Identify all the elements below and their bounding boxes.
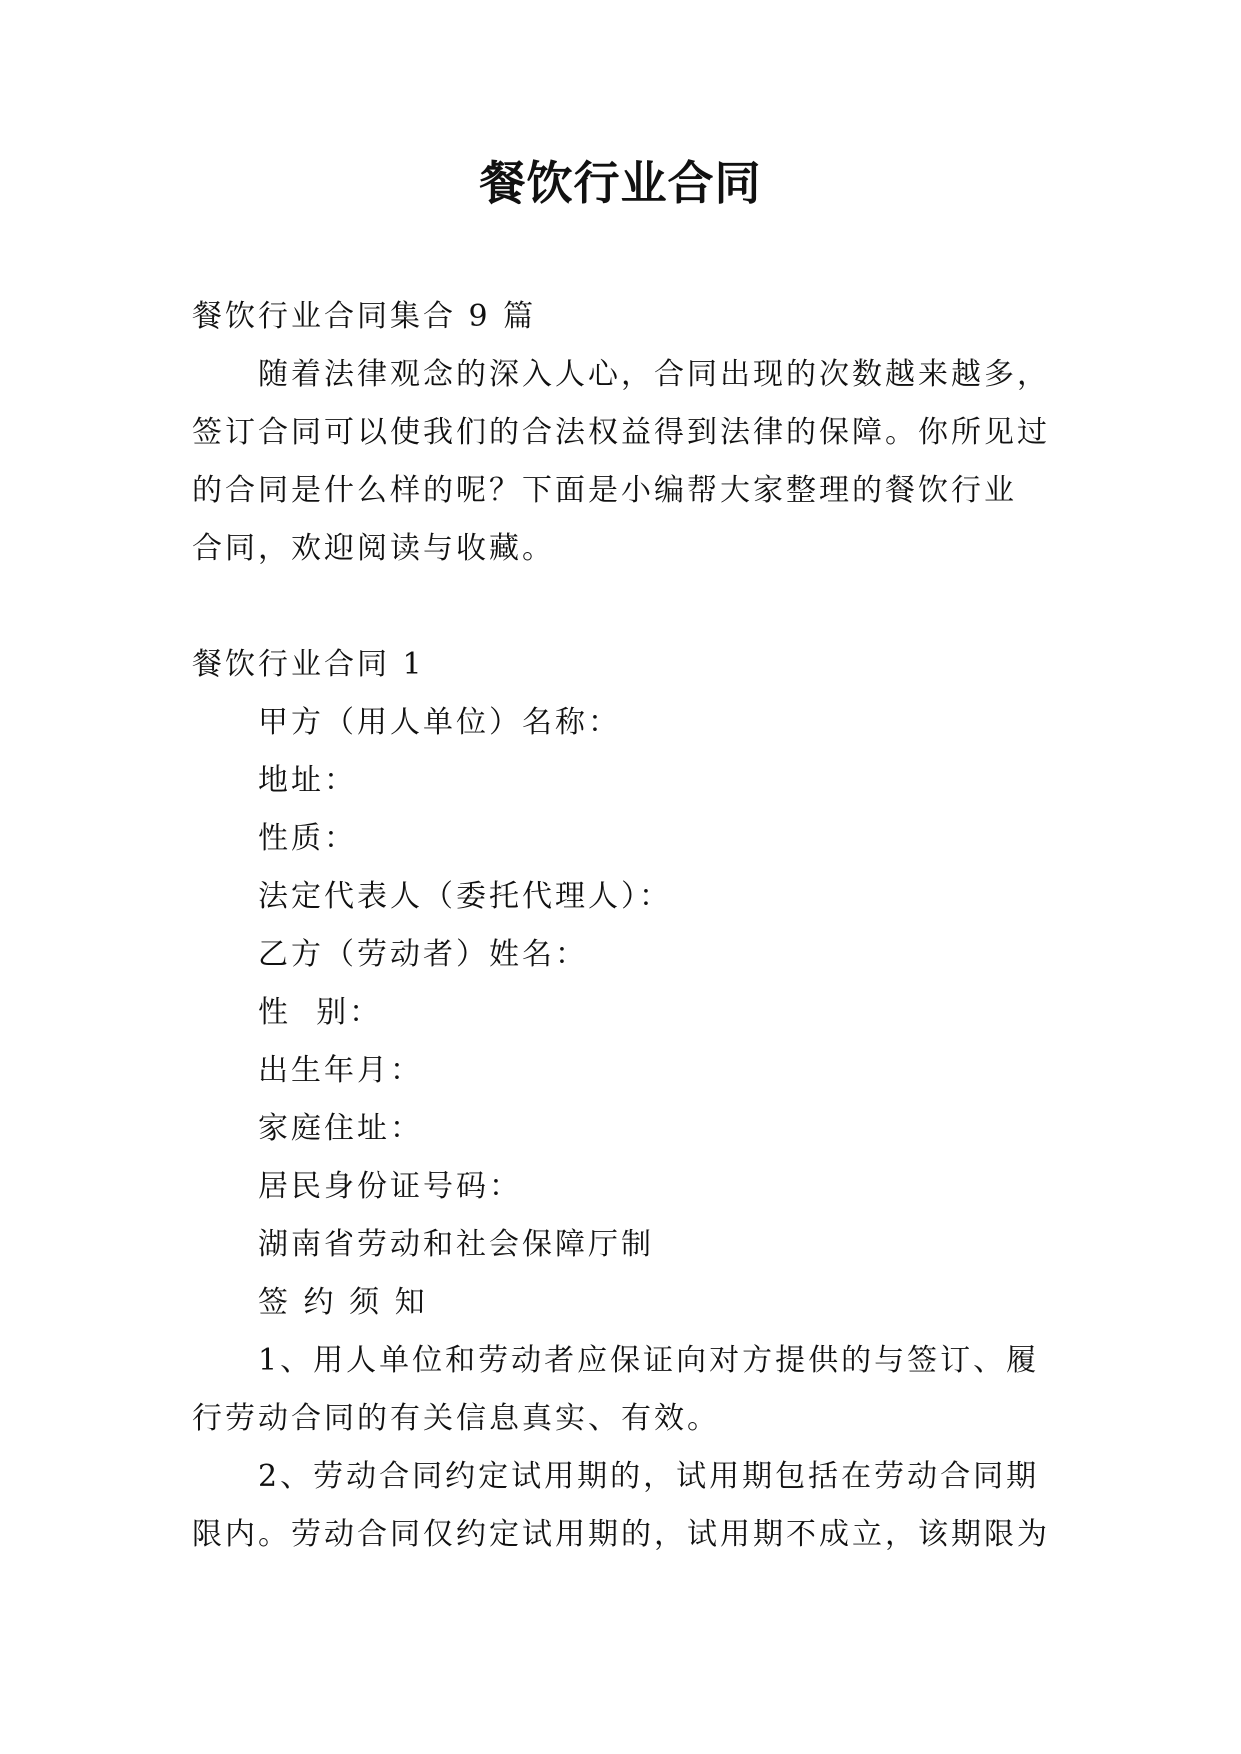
contract-heading: 餐饮行业合同 1 <box>192 647 425 682</box>
field-address: 地址： <box>258 763 357 798</box>
notice-item-1-cont: 行劳动合同的有关信息真实、有效。 <box>192 1401 720 1436</box>
notice-heading: 签 约 须 知 <box>258 1285 428 1320</box>
notice-item-2-cont: 限内。劳动合同仅约定试用期的，试用期不成立，该期限为 <box>192 1517 1050 1552</box>
paragraph-line: 随着法律观念的深入人心，合同出现的次数越来越多， <box>258 357 1050 392</box>
field-nature: 性质： <box>258 821 357 856</box>
paragraph-line: 的合同是什么样的呢？下面是小编帮大家整理的餐饮行业 <box>192 473 1017 508</box>
field-party-a-name: 甲方（用人单位）名称： <box>258 705 621 740</box>
field-gender: 性 别： <box>258 995 383 1030</box>
field-legal-representative: 法定代表人（委托代理人）： <box>258 879 672 914</box>
paragraph-line: 签订合同可以使我们的合法权益得到法律的保障。你所见过 <box>192 415 1050 450</box>
field-id-number: 居民身份证号码： <box>258 1169 522 1204</box>
issuer-line: 湖南省劳动和社会保障厅制 <box>258 1227 654 1262</box>
notice-item-2: 2、劳动合同约定试用期的，试用期包括在劳动合同期 <box>258 1459 1040 1494</box>
intro-block <box>192 288 1052 578</box>
contract-block <box>192 636 1052 1564</box>
field-party-b-name: 乙方（劳动者）姓名： <box>258 937 588 972</box>
document-title: 餐饮行业合同 <box>479 156 762 210</box>
collection-heading: 餐饮行业合同集合 9 篇 <box>192 299 537 334</box>
paragraph-line: 合同，欢迎阅读与收藏。 <box>192 531 555 566</box>
field-birth-date: 出生年月： <box>258 1053 423 1088</box>
field-home-address: 家庭住址： <box>258 1111 423 1146</box>
notice-item-1: 1、用人单位和劳动者应保证向对方提供的与签订、履 <box>258 1343 1040 1378</box>
